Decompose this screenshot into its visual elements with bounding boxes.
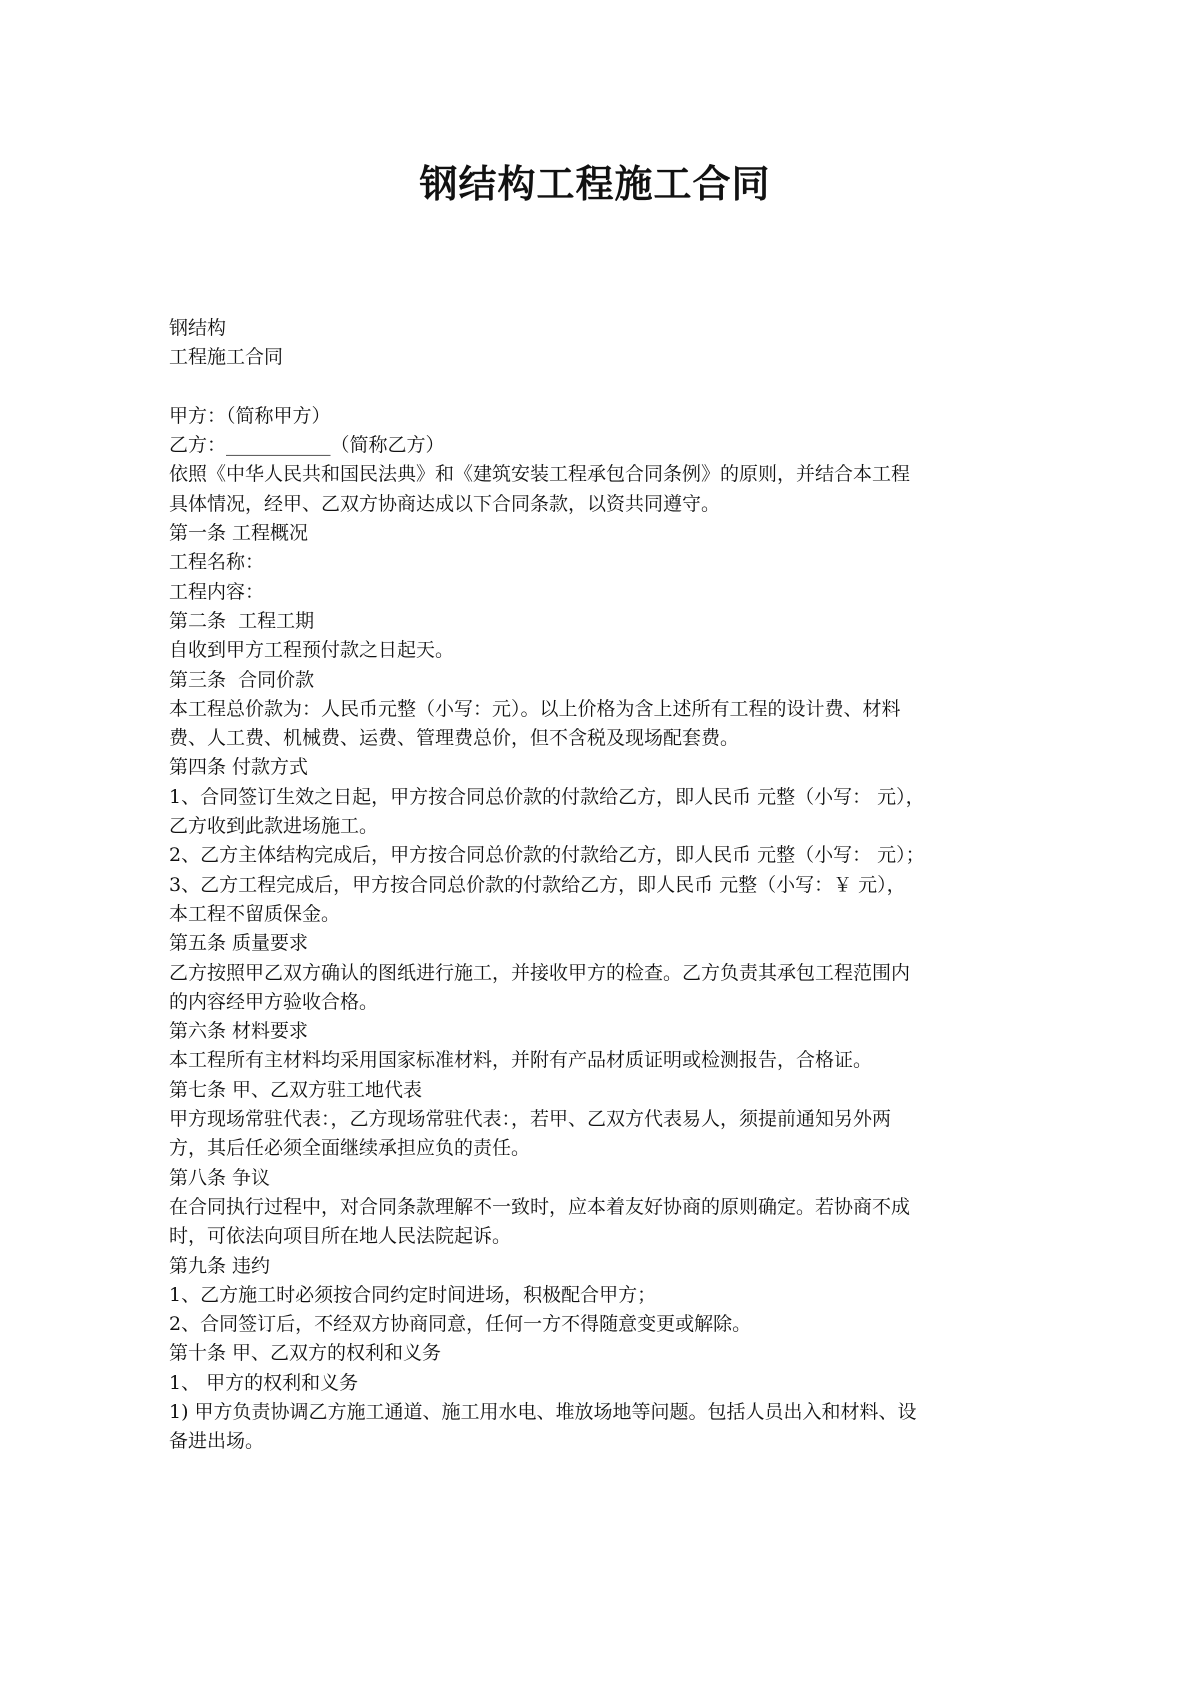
text-line: 第八条 争议 — [169, 1166, 271, 1189]
text-line: 工程内容： — [169, 580, 265, 603]
text-line: 本工程所有主材料均采用国家标准材料，并附有产品材质证明或检测报告，合格证。 — [169, 1049, 873, 1072]
text-line: 乙方：___________（简称乙方） — [169, 434, 445, 457]
text-line: 费、人工费、机械费、运费、管理费总价，但不含税及现场配套费。 — [169, 727, 740, 750]
text-line: 第十条 甲、乙双方的权利和义务 — [169, 1342, 442, 1365]
text-line: 第二条 工程工期 — [169, 609, 315, 632]
blank-line — [169, 373, 1029, 402]
text-line: 具体情况，经甲、乙双方协商达成以下合同条款，以资共同遵守。 — [169, 492, 721, 515]
text-line: 第七条 甲、乙双方驻工地代表 — [169, 1078, 423, 1101]
document-body — [169, 314, 1029, 1457]
text-line: 工程施工合同 — [169, 346, 284, 369]
text-line: 乙方收到此款进场施工。 — [169, 815, 379, 838]
text-line: 1、 甲方的权利和义务 — [169, 1371, 359, 1394]
text-line: 第五条 质量要求 — [169, 932, 309, 955]
text-line: 1、合同签订生效之日起，甲方按合同总价款的付款给乙方，即人民币 元整（小写： 元）， — [169, 785, 925, 808]
text-line: 第六条 材料要求 — [169, 1020, 309, 1043]
text-line: 在合同执行过程中，对合同条款理解不一致时，应本着友好协商的原则确定。若协商不成 — [169, 1195, 911, 1218]
text-line: 1、乙方施工时必须按合同约定时间进场，积极配合甲方； — [169, 1283, 657, 1306]
text-line: 自收到甲方工程预付款之日起天。 — [169, 639, 455, 662]
text-line: 备进出场。 — [169, 1430, 265, 1453]
text-line: 2、合同签订后，不经双方协商同意，任何一方不得随意变更或解除。 — [169, 1313, 752, 1336]
text-line: 本工程总价款为：人民币元整（小写：元）。以上价格为含上述所有工程的设计费、材料 — [169, 697, 901, 720]
document-title: 钢结构工程施工合同 — [419, 161, 771, 206]
text-line: 甲方现场常驻代表：，乙方现场常驻代表：，若甲、乙双方代表易人，须提前通知另外两 — [169, 1108, 892, 1131]
text-line: 第一条 工程概况 — [169, 522, 309, 545]
text-line: 乙方按照甲乙双方确认的图纸进行施工，并接收甲方的检查。乙方负责其承包工程范围内 — [169, 961, 911, 984]
text-line: 本工程不留质保金。 — [169, 902, 341, 925]
text-line: 方，其后任必须全面继续承担应负的责任。 — [169, 1137, 531, 1160]
text-line: 工程名称： — [169, 551, 265, 574]
text-line: 第三条 合同价款 — [169, 668, 315, 691]
text-line: 的内容经甲方验收合格。 — [169, 990, 379, 1013]
text-line: 第九条 违约 — [169, 1254, 271, 1277]
text-line: 3、乙方工程完成后，甲方按合同总价款的付款给乙方，即人民币 元整（小写：￥ 元）， — [169, 873, 906, 896]
text-line: 2、乙方主体结构完成后，甲方按合同总价款的付款给乙方，即人民币 元整（小写： 元）； — [169, 844, 925, 867]
text-line: 第四条 付款方式 — [169, 756, 309, 779]
text-line: 时，可依法向项目所在地人民法院起诉。 — [169, 1225, 512, 1248]
text-line: 依照《中华人民共和国民法典》和《建筑安装工程承包合同条例》的原则，并结合本工程 — [169, 463, 911, 486]
text-line: 1) 甲方负责协调乙方施工通道、施工用水电、堆放场地等问题。包括人员出入和材料、设 — [169, 1400, 917, 1423]
text-line: 钢结构 — [169, 317, 227, 339]
text-line: 甲方：（简称甲方） — [169, 404, 331, 427]
